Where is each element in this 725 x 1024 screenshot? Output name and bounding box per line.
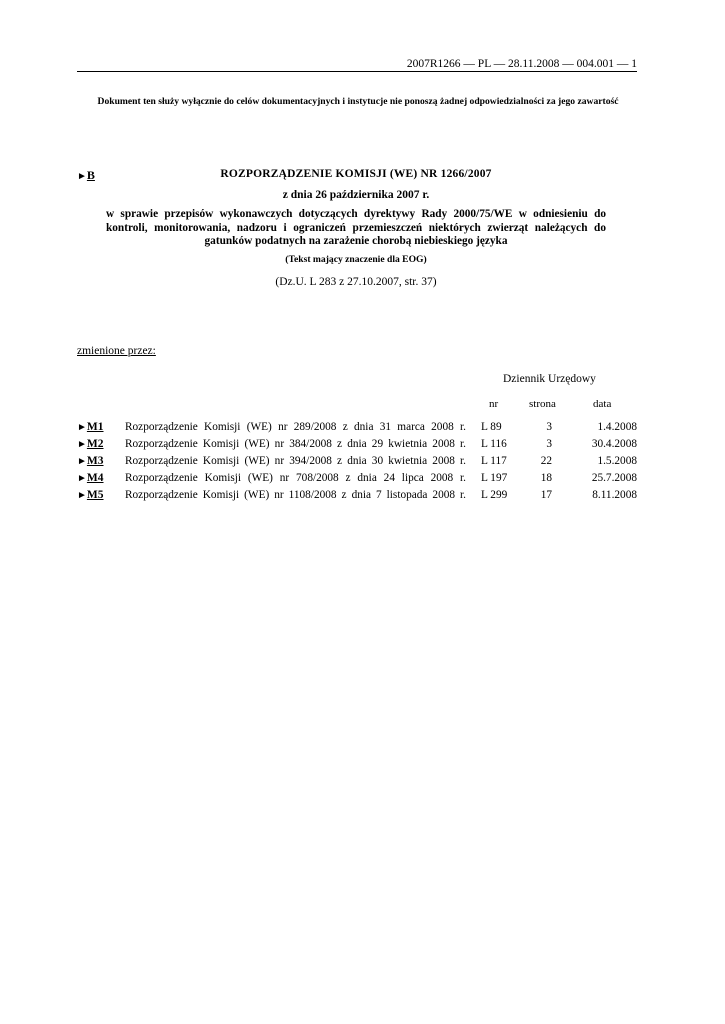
marker-m3[interactable]	[77, 455, 104, 467]
eea-relevance-note: (Tekst mający znaczenie dla EOG)	[285, 254, 427, 265]
amended-by-label: zmienione przez:	[77, 345, 156, 357]
amendment-date: 1.5.2008	[597, 455, 637, 467]
official-journal-header: Dziennik Urzędowy	[503, 373, 596, 385]
amendment-oj-number: L 117	[481, 455, 507, 467]
arrow-right-icon: ►	[77, 171, 87, 182]
regulation-subject: w sprawie przepisów wykonawczych dotyczących dyrektywy Rady 2000/75/WE w odniesieniu do kontroli, monitorowania, nadzoru i ograniczeń przemieszczeń niektórych zwierząt należących do gatunków podatnych na zarażenie chorobą niebieskiego języka	[106, 208, 606, 247]
marker-m3-link[interactable]: M3	[86, 455, 104, 467]
column-header-nr: nr	[489, 398, 499, 410]
amendment-description: Rozporządzenie Komisji (WE) nr 289/2008 z dnia 31 marca 2008 r.	[125, 421, 466, 433]
amendment-row-m1	[0, 421, 725, 437]
arrow-right-icon: ►	[77, 439, 87, 450]
amendment-date: 1.4.2008	[597, 421, 637, 433]
amendment-page: 18	[540, 472, 552, 484]
amendment-row-m5	[0, 489, 725, 505]
regulation-title: ROZPORZĄDZENIE KOMISJI (WE) NR 1266/2007	[220, 168, 492, 180]
arrow-right-icon: ►	[77, 473, 87, 484]
marker-m4-link[interactable]: M4	[86, 472, 104, 484]
amendment-row-m2	[0, 438, 725, 454]
marker-m2-link[interactable]: M2	[86, 438, 104, 450]
column-header-date: data	[593, 398, 612, 410]
amendment-page: 3	[546, 438, 552, 450]
disclaimer: Dokument ten służy wyłącznie do celów dokumentacyjnych i instytucje nie ponoszą żadnej odpowiedzialności za jego zawartość	[97, 96, 619, 107]
marker-m1-link[interactable]: M1	[86, 421, 104, 433]
amendment-page: 22	[540, 455, 552, 467]
arrow-right-icon: ►	[77, 456, 87, 467]
marker-m2[interactable]	[77, 438, 104, 450]
amendment-date: 25.7.2008	[591, 472, 637, 484]
amendment-oj-number: L 116	[481, 438, 507, 450]
document-reference: 2007R1266 — PL — 28.11.2008 — 004.001 — 1	[406, 58, 637, 70]
amendment-description: Rozporządzenie Komisji (WE) nr 394/2008 z dnia 30 kwietnia 2008 r.	[125, 455, 466, 467]
amendment-row-m4	[0, 472, 725, 488]
column-header-page: strona	[529, 398, 556, 410]
marker-m5-link[interactable]: M5	[86, 489, 104, 501]
amendment-date: 30.4.2008	[591, 438, 637, 450]
regulation-date: z dnia 26 października 2007 r.	[282, 189, 430, 201]
header-divider	[77, 71, 637, 72]
arrow-right-icon: ►	[77, 490, 87, 501]
amendment-description: Rozporządzenie Komisji (WE) nr 1108/2008 z dnia 7 listopada 2008 r.	[125, 489, 466, 501]
amendment-oj-number: L 89	[481, 421, 502, 433]
amendment-page: 17	[540, 489, 552, 501]
amendment-date: 8.11.2008	[592, 489, 637, 501]
amendment-description: Rozporządzenie Komisji (WE) nr 708/2008 z dnia 24 lipca 2008 r.	[125, 472, 466, 484]
arrow-right-icon: ►	[77, 422, 87, 433]
amendment-oj-number: L 197	[481, 472, 508, 484]
marker-b[interactable]	[77, 168, 95, 183]
amendment-oj-number: L 299	[481, 489, 508, 501]
amendment-page: 3	[546, 421, 552, 433]
amendment-row-m3	[0, 455, 725, 471]
official-journal-reference: (Dz.U. L 283 z 27.10.2007, str. 37)	[275, 276, 437, 288]
marker-m4[interactable]	[77, 472, 104, 484]
marker-b-link[interactable]: B	[86, 168, 95, 182]
marker-m1[interactable]	[77, 421, 104, 433]
amendment-description: Rozporządzenie Komisji (WE) nr 384/2008 z dnia 29 kwietnia 2008 r.	[125, 438, 466, 450]
marker-m5[interactable]	[77, 489, 104, 501]
